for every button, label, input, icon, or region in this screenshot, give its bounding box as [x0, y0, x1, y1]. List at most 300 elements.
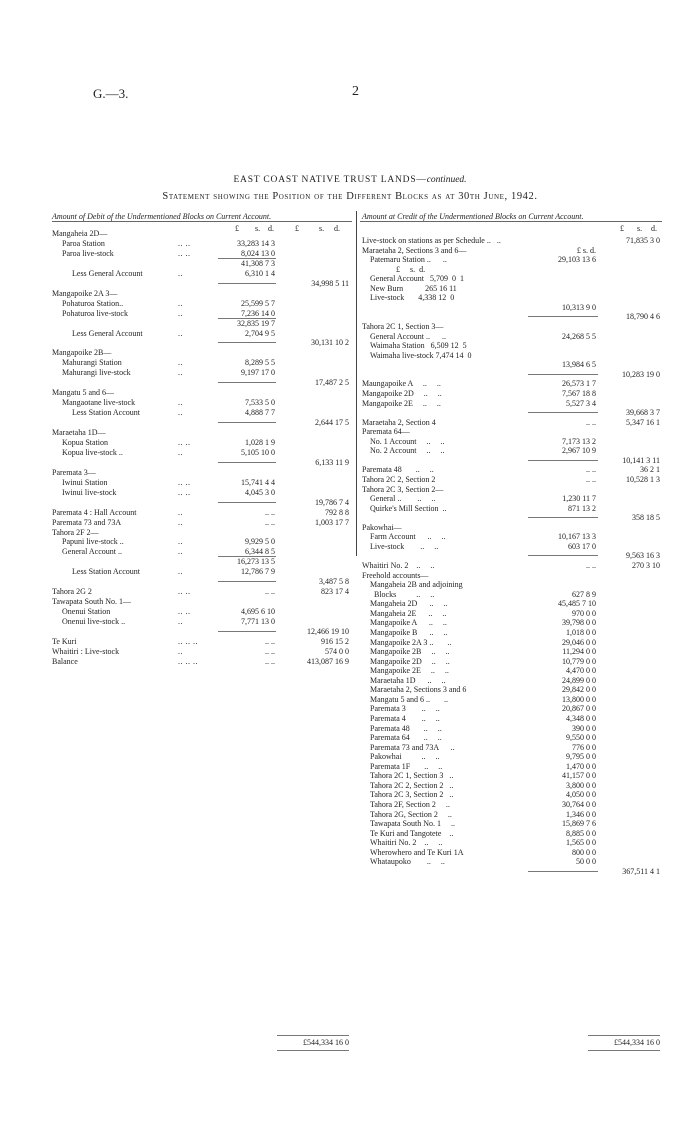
- row-label: Mangapoike 2D .. ..: [362, 388, 442, 398]
- row-label: Maraetaha 2, Sections 3 and 6: [370, 685, 467, 695]
- row-leader: ..: [178, 646, 183, 656]
- row-label: No. 1 Account .. ..: [370, 436, 445, 446]
- row-label: Tahora 2G, Section 2 ..: [370, 809, 452, 819]
- row-amount: 9,795 0 0: [566, 752, 596, 762]
- row-label: Paremata 3—: [52, 467, 96, 477]
- row-total: 916 15 2: [321, 636, 349, 646]
- row-total: 19,786 7 4: [315, 497, 349, 507]
- row-leader: ..: [178, 358, 183, 368]
- row-label: Mangaheia 2D—: [52, 229, 108, 238]
- credit-row: [0, 618, 662, 628]
- row-amount: 871 13 2: [568, 503, 596, 513]
- row-amount: 4,470 0 0: [566, 666, 596, 676]
- row-label: Tahora 2C 3, Section 2—: [362, 484, 444, 494]
- row-label: Quirke's Mill Section ..: [370, 503, 447, 513]
- row-total: 17,487 2 5: [315, 378, 349, 388]
- row-amount: 16,273 13 5: [237, 557, 275, 567]
- credit-row: [0, 513, 662, 523]
- row-total: 10,528 1 3: [626, 475, 660, 484]
- row-label: Te Kuri: [52, 636, 77, 646]
- row-total: 3,487 5 8: [319, 577, 349, 587]
- row-label: Mangapoike 2E .. ..: [370, 666, 449, 676]
- row-label: Maraetaha 1D—: [52, 428, 106, 437]
- row-amount: 10,779 0 0: [562, 656, 596, 666]
- document-title: [0, 175, 700, 185]
- row-total: 9,563 16 3: [626, 551, 660, 561]
- row-label: Paremata 64 .. ..: [370, 733, 442, 743]
- credit-row: [0, 274, 662, 284]
- row-label: Paremata 4 .. ..: [370, 714, 440, 723]
- row-amount: 12,786 7 9: [241, 567, 275, 577]
- row-amount: 45,485 7 10: [558, 599, 596, 609]
- row-label: Mangapoike 2B .. ..: [370, 647, 450, 657]
- row-label: Tahora 2C 1, Section 3 ..: [370, 771, 454, 781]
- credit-row: [0, 456, 662, 466]
- credit-row: [0, 800, 662, 810]
- credit-row: [0, 724, 662, 734]
- row-label: New Burn 265 16 11: [370, 283, 457, 293]
- row-label: Mangapoike B .. ..: [370, 627, 448, 637]
- credit-row: [0, 771, 662, 781]
- row-total: 18,790 4 6: [626, 312, 660, 322]
- unit-shillings: s.: [255, 224, 261, 233]
- subtotal-rule: [528, 412, 598, 413]
- row-amount: .. ..: [586, 561, 596, 571]
- row-label: Paremata 73 and 73A: [52, 517, 122, 527]
- row-label: Kopua live-stock ..: [62, 447, 123, 457]
- row-label: Less General Account: [72, 328, 143, 338]
- credit-row: [0, 532, 662, 542]
- row-amount: 13,800 0 0: [562, 694, 596, 704]
- row-label: Paremata 73 and 73A ..: [370, 742, 455, 752]
- page-number: 2: [352, 84, 359, 99]
- row-amount: 5,527 3 4: [566, 398, 596, 408]
- row-label: Pakowhai .. ..: [370, 752, 440, 762]
- row-amount: 9,197 17 0: [241, 368, 275, 378]
- row-label: Farm Account .. ..: [370, 532, 446, 542]
- credit-row: [0, 676, 662, 686]
- credit-row: [0, 848, 662, 858]
- row-label: Pakowhai—: [362, 522, 402, 532]
- row-label: General Account 5,709 0 1: [370, 274, 464, 284]
- row-label: No. 2 Account .. ..: [370, 446, 445, 456]
- row-amount: 26,573 1 7: [562, 379, 596, 389]
- row-label: Iwinui Station: [62, 477, 108, 487]
- row-label: Mangatu 5 and 6 .. ..: [370, 694, 448, 704]
- row-amount: .. ..: [265, 507, 275, 517]
- row-leader: ..: [178, 507, 183, 517]
- row-label: Paremata 3 .. ..: [370, 704, 440, 714]
- row-amount: 6,344 8 5: [245, 547, 275, 557]
- row-amount: 39,798 0 0: [562, 618, 596, 628]
- credit-row: [0, 838, 662, 848]
- credit-row: [0, 790, 662, 800]
- row-leader: ..: [178, 298, 183, 308]
- row-label: Tawapata South No. 1 ..: [370, 819, 455, 829]
- row-amount: 24,899 0 0: [562, 675, 596, 685]
- credit-row: [0, 246, 662, 256]
- row-leader: ..: [178, 398, 183, 408]
- row-leader: ..: [178, 408, 183, 418]
- row-label: Paremata 48 .. ..: [370, 723, 442, 733]
- credit-row: [0, 485, 662, 495]
- subtotal-rule: [528, 460, 598, 461]
- row-amount: 15,741 4 4: [241, 477, 275, 487]
- row-amount: 776 0 0: [572, 742, 596, 752]
- credit-top-rule: [360, 221, 662, 222]
- row-amount: 9,550 0 0: [566, 733, 596, 743]
- credit-row: [0, 265, 662, 275]
- row-total: 39,668 3 7: [626, 408, 660, 418]
- row-total: 71,835 3 0: [626, 236, 660, 245]
- row-leader: ..: [178, 567, 183, 577]
- credit-row: [0, 322, 662, 332]
- credit-row: [0, 704, 662, 714]
- debit-top-rule: [52, 221, 352, 222]
- row-amount: 30,764 0 0: [562, 800, 596, 810]
- row-amount: 7,567 18 8: [562, 388, 596, 398]
- row-amount: 9,929 5 0: [245, 537, 275, 547]
- row-amount: 11,294 0 0: [562, 647, 596, 657]
- row-label: Tahora 2G 2: [52, 587, 92, 597]
- row-amount: 6,310 1 4: [245, 268, 275, 278]
- row-label: Papuni live-stock ..: [62, 537, 124, 547]
- row-label: Mangaotane live-stock: [62, 398, 136, 408]
- row-amount: 10,167 13 3: [558, 532, 596, 542]
- row-total: 6,133 11 9: [315, 457, 349, 467]
- title-main: EAST COAST NATIVE TRUST LANDS—: [233, 175, 427, 185]
- row-amount: 7,771 13 0: [241, 617, 275, 627]
- row-amount: 50 0 0: [576, 857, 596, 867]
- unit-pounds: £: [235, 224, 239, 233]
- subtotal-rule: [528, 316, 598, 317]
- row-amount: .. ..: [265, 636, 275, 646]
- credit-row: [0, 341, 662, 351]
- row-total: 413,087 16 9: [307, 656, 349, 666]
- row-leader: ..: [178, 368, 183, 378]
- row-total: 270 3 10: [632, 561, 660, 571]
- row-label: Pohaturoa live-stock: [62, 308, 128, 318]
- row-leader: ..: [178, 308, 183, 318]
- document-code: G.—3.: [93, 86, 129, 101]
- unit-pounds: £: [295, 224, 299, 233]
- row-amount: 4,888 7 7: [245, 408, 275, 418]
- credit-row: [0, 867, 662, 877]
- row-amount: .. ..: [586, 417, 596, 427]
- row-label: Pohaturoa Station..: [62, 298, 124, 308]
- credit-row: [0, 733, 662, 743]
- row-amount: 4,050 0 0: [566, 790, 596, 800]
- row-amount: 25,599 5 7: [241, 298, 275, 308]
- row-amount: 4,348 0 0: [566, 714, 596, 723]
- row-amount: 15,869 7 6: [562, 819, 596, 829]
- row-label: Mahurangi Station: [62, 358, 122, 368]
- row-label: Mangapoike 2A 3 .. ..: [370, 637, 452, 647]
- row-amount: 7,173 13 2: [562, 436, 596, 446]
- credit-row: [0, 399, 662, 409]
- row-label: Tahora 2C 1, Section 3—: [362, 322, 444, 332]
- row-leader: .. .. ..: [178, 636, 198, 646]
- row-amount: 33,283 14 3: [237, 238, 275, 248]
- credit-row: [0, 857, 662, 867]
- credit-row: [0, 446, 662, 456]
- credit-row: [0, 475, 662, 485]
- row-label: Tahora 2C 2, Section 2: [362, 475, 436, 484]
- subtotal-rule: [528, 871, 598, 872]
- row-amount: 13,984 6 5: [562, 360, 596, 370]
- credit-row: [0, 580, 662, 590]
- row-label: Less Station Account: [72, 567, 140, 577]
- row-leader: ..: [178, 547, 183, 557]
- row-label: General Account .. ..: [370, 331, 446, 341]
- row-label: Paremata 64—: [362, 427, 410, 437]
- row-amount: 24,268 5 5: [562, 331, 596, 341]
- unit-shillings: s.: [319, 224, 325, 233]
- credit-row: [0, 752, 662, 762]
- row-label: Maungapoike A .. ..: [362, 379, 441, 389]
- row-amount: 29,842 0 0: [562, 685, 596, 695]
- statement-title: Statement showing the Position of the Different Blocks as at 30th June, 1942.: [162, 191, 538, 202]
- credit-total: £544,334 16 0: [614, 1038, 660, 1047]
- row-label: Live-stock 4,338 12 0: [370, 293, 455, 303]
- credit-row: [0, 408, 662, 418]
- row-amount: 627 8 9: [572, 589, 596, 599]
- row-label: Live-stock .. ..: [370, 541, 439, 551]
- row-label: Waimaha Station 6,509 12 5: [370, 341, 467, 351]
- row-leader: .. ..: [178, 248, 191, 258]
- credit-row: [0, 695, 662, 705]
- row-total: 792 8 8: [325, 507, 349, 517]
- credit-row: [0, 293, 662, 303]
- row-leader: .. ..: [178, 607, 191, 617]
- credit-row: [0, 427, 662, 437]
- row-amount: 1,018 0 0: [566, 627, 596, 637]
- row-leader: ..: [178, 617, 183, 627]
- row-amount: .. ..: [586, 475, 596, 484]
- unit-pence: d.: [651, 224, 657, 233]
- row-label: General .. .. ..: [370, 494, 436, 504]
- row-label: Blocks .. ..: [370, 589, 435, 599]
- row-amount: 1,230 11 7: [562, 494, 596, 504]
- subtotal-rule: [528, 517, 598, 518]
- debit-total-rule-bottom: [277, 1050, 349, 1051]
- row-label: Mangapoike 2B—: [52, 348, 112, 358]
- credit-row: [0, 819, 662, 829]
- row-amount: 29,103 13 6: [558, 255, 596, 265]
- credit-row: [0, 494, 662, 504]
- row-label: Mangaheia 2E .. ..: [370, 608, 447, 618]
- subtotal-rule: [528, 374, 598, 375]
- row-label: Paremata 1F .. ..: [370, 761, 443, 771]
- row-label: Te Kuri and Tangotete ..: [370, 828, 454, 838]
- credit-row: [0, 437, 662, 447]
- row-total: 5,347 16 1: [626, 417, 660, 427]
- row-amount: 970 0 0: [572, 608, 596, 618]
- credit-row: [0, 551, 662, 561]
- row-total: 1,003 17 7: [315, 517, 349, 527]
- credit-row: [0, 666, 662, 676]
- row-leader: .. ..: [178, 238, 191, 248]
- row-amount: 3,800 0 0: [566, 780, 596, 790]
- credit-row: [0, 685, 662, 695]
- row-amount: 7,236 14 0: [241, 308, 275, 318]
- credit-row: [0, 389, 662, 399]
- row-total: 30,131 10 2: [311, 338, 349, 348]
- credit-row: [0, 590, 662, 600]
- row-label: Mangapoike 2D .. ..: [370, 656, 450, 666]
- row-amount: 4,045 3 0: [245, 487, 275, 497]
- row-leader: ..: [178, 268, 183, 278]
- row-amount: 1,565 0 0: [566, 838, 596, 848]
- credit-row: [0, 351, 662, 361]
- debit-total-rule: [277, 1035, 349, 1036]
- row-label: Wherowhero and Te Kuri 1A: [370, 847, 464, 857]
- row-label: Paremata 4 : Hall Account: [52, 507, 137, 517]
- row-amount: .. ..: [265, 646, 275, 656]
- row-label: Tahora 2C 2, Section 2 ..: [370, 780, 454, 790]
- row-amount: 8,024 13 0: [241, 248, 275, 258]
- row-amount: 1,470 0 0: [566, 761, 596, 771]
- credit-row: [0, 379, 662, 389]
- credit-row: [0, 781, 662, 791]
- row-label: Onenui Station: [62, 607, 111, 617]
- unit-pence: d.: [334, 224, 340, 233]
- credit-row: [0, 332, 662, 342]
- row-label: Tahora 2F, Section 2 ..: [370, 800, 450, 810]
- row-label: Mangaheia 2B and adjoining: [370, 580, 463, 590]
- credit-row: [0, 609, 662, 619]
- row-label: Mangatu 5 and 6—: [52, 388, 114, 398]
- credit-row: [0, 542, 662, 552]
- row-label: Mangapoike 2E .. ..: [362, 398, 441, 408]
- row-amount: 4,695 6 10: [241, 607, 275, 617]
- unit-pence: d.: [268, 224, 274, 233]
- row-amount: .. ..: [586, 465, 596, 475]
- row-total: 823 17 4: [321, 587, 349, 597]
- credit-row: [0, 284, 662, 294]
- row-label: Patemaru Station .. ..: [370, 255, 447, 265]
- credit-row: [0, 743, 662, 753]
- row-amount: 41,157 0 0: [562, 771, 596, 781]
- subtotal-rule: [528, 555, 598, 556]
- row-label: Whataupoko .. ..: [370, 857, 445, 867]
- debit-heading: Amount of Debit of the Undermentioned Blocks on Current Account.: [52, 212, 272, 221]
- row-total: 367,511 4 1: [622, 866, 660, 876]
- row-leader: ..: [178, 328, 183, 338]
- row-total: 10,141 3 11: [622, 455, 660, 465]
- credit-total-rule: [588, 1035, 660, 1036]
- row-label: Mangaheia 2D .. ..: [370, 599, 448, 609]
- row-amount: 41,308 7 3: [241, 258, 275, 268]
- row-leader: .. ..: [178, 587, 191, 597]
- row-amount: £ s. d.: [576, 245, 596, 255]
- credit-row: [0, 628, 662, 638]
- row-leader: .. .. ..: [178, 656, 198, 666]
- row-label: Onenui live-stock ..: [62, 617, 126, 627]
- row-amount: 29,046 0 0: [562, 637, 596, 647]
- row-amount: 8,885 0 0: [566, 828, 596, 838]
- row-amount: 8,289 5 5: [245, 358, 275, 368]
- credit-row: [0, 638, 662, 648]
- title-continued: continued.: [426, 175, 467, 185]
- credit-row: [0, 236, 662, 246]
- credit-row: [0, 255, 662, 265]
- row-label: Tawapata South No. 1—: [52, 597, 131, 607]
- credit-row: [0, 504, 662, 514]
- row-total: 12,466 19 10: [307, 627, 349, 636]
- credit-row: [0, 714, 662, 724]
- row-total: 34,998 5 11: [311, 278, 349, 288]
- credit-row: [0, 829, 662, 839]
- row-label: Waimaha live-stock 7,474 14 0: [370, 350, 472, 360]
- row-label: Kopua Station: [62, 437, 108, 447]
- credit-heading: Amount at Credit of the Undermentioned Blocks on Current Account.: [362, 212, 584, 221]
- row-label: Tahora 2F 2—: [52, 527, 99, 537]
- row-label: Tahora 2C 3, Section 2 ..: [370, 790, 454, 800]
- row-label: General Account ..: [62, 547, 122, 557]
- credit-row: [0, 360, 662, 370]
- row-label: Less General Account: [72, 268, 143, 278]
- row-label: Paroa Station: [62, 238, 105, 248]
- row-label: Mangapoike 2A 3—: [52, 288, 118, 298]
- row-amount: 1,028 1 9: [245, 437, 275, 447]
- credit-total-rule-bottom: [588, 1050, 660, 1051]
- row-amount: 603 17 0: [568, 541, 596, 551]
- row-label: Mangapoike A .. ..: [370, 618, 447, 628]
- row-leader: ..: [178, 517, 183, 527]
- credit-row: [0, 647, 662, 657]
- row-label: Whaitiri : Live-stock: [52, 646, 120, 656]
- row-total: 2,644 17 5: [315, 418, 349, 428]
- row-total: 10,283 19 0: [622, 369, 660, 379]
- credit-row: [0, 303, 662, 313]
- row-amount: 32,835 19 7: [237, 318, 275, 328]
- row-label: Paroa live-stock: [62, 248, 114, 258]
- row-label: Live-stock on stations as per Schedule .. ..: [362, 236, 501, 245]
- row-leader: .. ..: [178, 487, 191, 497]
- credit-row: [0, 312, 662, 322]
- row-amount: .. ..: [265, 517, 275, 527]
- credit-row: [0, 599, 662, 609]
- row-amount: 2,704 9 5: [245, 328, 275, 338]
- row-label: Balance: [52, 656, 78, 666]
- credit-row: [0, 762, 662, 772]
- row-amount: 20,867 0 0: [562, 704, 596, 714]
- row-leader: ..: [178, 537, 183, 547]
- row-total: 36 2 1: [640, 465, 660, 475]
- row-amount: 1,346 0 0: [566, 809, 596, 819]
- credit-row: [0, 370, 662, 380]
- row-total: 574 0 0: [325, 646, 349, 656]
- credit-row: [0, 810, 662, 820]
- row-leader: .. ..: [178, 437, 191, 447]
- debit-total: £544,334 16 0: [303, 1038, 349, 1047]
- row-total: 358 18 5: [632, 513, 660, 523]
- row-amount: 800 0 0: [572, 847, 596, 857]
- row-leader: ..: [178, 447, 183, 457]
- unit-shillings: s.: [637, 224, 643, 233]
- credit-row: [0, 465, 662, 475]
- credit-row: [0, 418, 662, 428]
- row-label: Less Station Account: [72, 408, 140, 418]
- row-label: Freehold accounts—: [362, 570, 429, 580]
- row-leader: .. ..: [178, 477, 191, 487]
- credit-row: [0, 571, 662, 581]
- row-amount: 10,313 9 0: [562, 302, 596, 312]
- row-amount: .. ..: [265, 587, 275, 597]
- row-label: Maraetaha 2, Sections 3 and 6—: [362, 245, 467, 255]
- credit-row: [0, 561, 662, 571]
